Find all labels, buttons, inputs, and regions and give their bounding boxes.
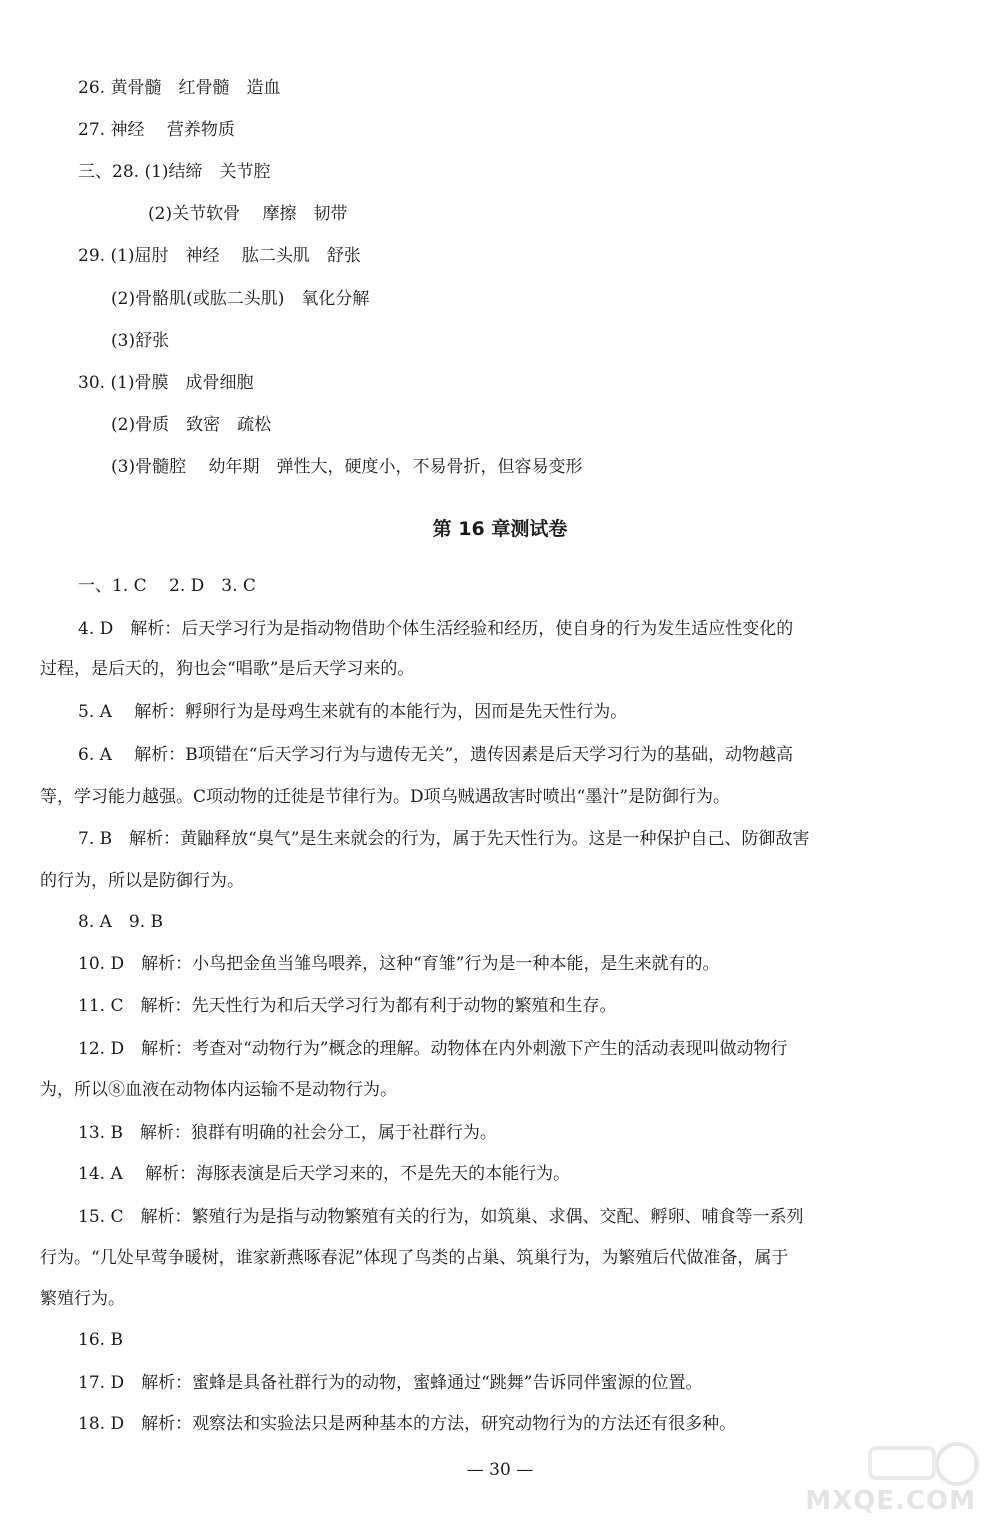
answer-line: 三、28. (1)结缔 关节腔: [78, 162, 271, 182]
answer-line: 一、1. C 2. D 3. C: [78, 576, 256, 596]
answer-line: 5. A 解析：孵卵行为是母鸡生来就有的本能行为，因而是先天性行为。: [78, 702, 628, 722]
answer-line: 29. (1)屈肘 神经 肱二头肌 舒张: [78, 246, 361, 266]
watermark-text: MXQE.COM: [805, 1486, 976, 1516]
answer-line: 18. D 解析：观察法和实验法只是两种基本的方法，研究动物行为的方法还有很多种。: [78, 1414, 737, 1434]
answer-line: (2)骨骼肌(或肱二头肌) 氧化分解: [111, 289, 370, 309]
answer-line: 12. D 解析：考查对“动物行为”概念的理解。动物体在内外刺激下产生的活动表现叫做动物行: [78, 1039, 788, 1059]
answer-line: 繁殖行为。: [40, 1289, 125, 1309]
answer-line: 等，学习能力越强。C项动物的迁徙是节律行为。D项乌贼遇敌害时喷出“墨汁”是防御行为。: [40, 787, 731, 807]
answer-line: (2)关节软骨 摩擦 韧带: [148, 204, 348, 224]
answer-line: 16. B: [78, 1330, 123, 1350]
page-number: — 30 —: [466, 1460, 534, 1480]
answer-line: 14. A 解析：海豚表演是后天学习来的，不是先天的本能行为。: [78, 1164, 571, 1184]
answer-line: 的行为，所以是防御行为。: [40, 871, 244, 891]
answer-line: (3)骨髓腔 幼年期 弹性大，硬度小，不易骨折，但容易变形: [111, 457, 583, 477]
answer-line: 8. A 9. B: [78, 912, 164, 932]
answer-line: (2)骨质 致密 疏松: [111, 415, 272, 435]
answer-line: 4. D 解析：后天学习行为是指动物借助个体生活经验和经历，使自身的行为发生适应性变化的: [78, 619, 794, 639]
answer-line: 17. D 解析：蜜蜂是具备社群行为的动物，蜜蜂通过“跳舞”告诉同伴蜜源的位置。: [78, 1373, 703, 1393]
answer-line: 15. C 解析：繁殖行为是指与动物繁殖有关的行为，如筑巢、求偶、交配、孵卵、哺食等一系列: [78, 1207, 804, 1227]
answer-line: 27. 神经 营养物质: [78, 120, 235, 140]
answer-line: 6. A 解析：B项错在“后天学习行为与遗传无关”，遗传因素是后天学习行为的基础，动物越高: [78, 745, 794, 765]
answer-line: 11. C 解析：先天性行为和后天学习行为都有利于动物的繁殖和生存。: [78, 996, 617, 1016]
answer-line: 26. 黄骨髓 红骨髓 造血: [78, 78, 281, 98]
answer-line: 为，所以⑧血液在动物体内运输不是动物行为。: [40, 1080, 397, 1100]
answer-line: 过程，是后天的，狗也会“唱歌”是后天学习来的。: [40, 659, 415, 679]
answer-line: 30. (1)骨膜 成骨细胞: [78, 373, 254, 393]
watermark-logo: [805, 1436, 982, 1516]
answer-line: 13. B 解析：狼群有明确的社会分工，属于社群行为。: [78, 1123, 497, 1143]
answer-line: 7. B 解析：黄鼬释放“臭气”是生来就会的行为，属于先天性行为。这是一种保护自己、防御敌害: [78, 829, 810, 849]
section-title: 第 16 章测试卷: [432, 518, 568, 540]
answer-line: 行为。“几处早莺争暖树，谁家新燕啄春泥”体现了鸟类的占巢、筑巢行为，为繁殖后代做准备，属于: [40, 1248, 789, 1268]
answer-line: 10. D 解析：小鸟把金鱼当雏鸟喂养，这种“育雏”行为是一种本能，是生来就有的。: [78, 954, 720, 974]
answer-line: (3)舒张: [111, 331, 170, 351]
